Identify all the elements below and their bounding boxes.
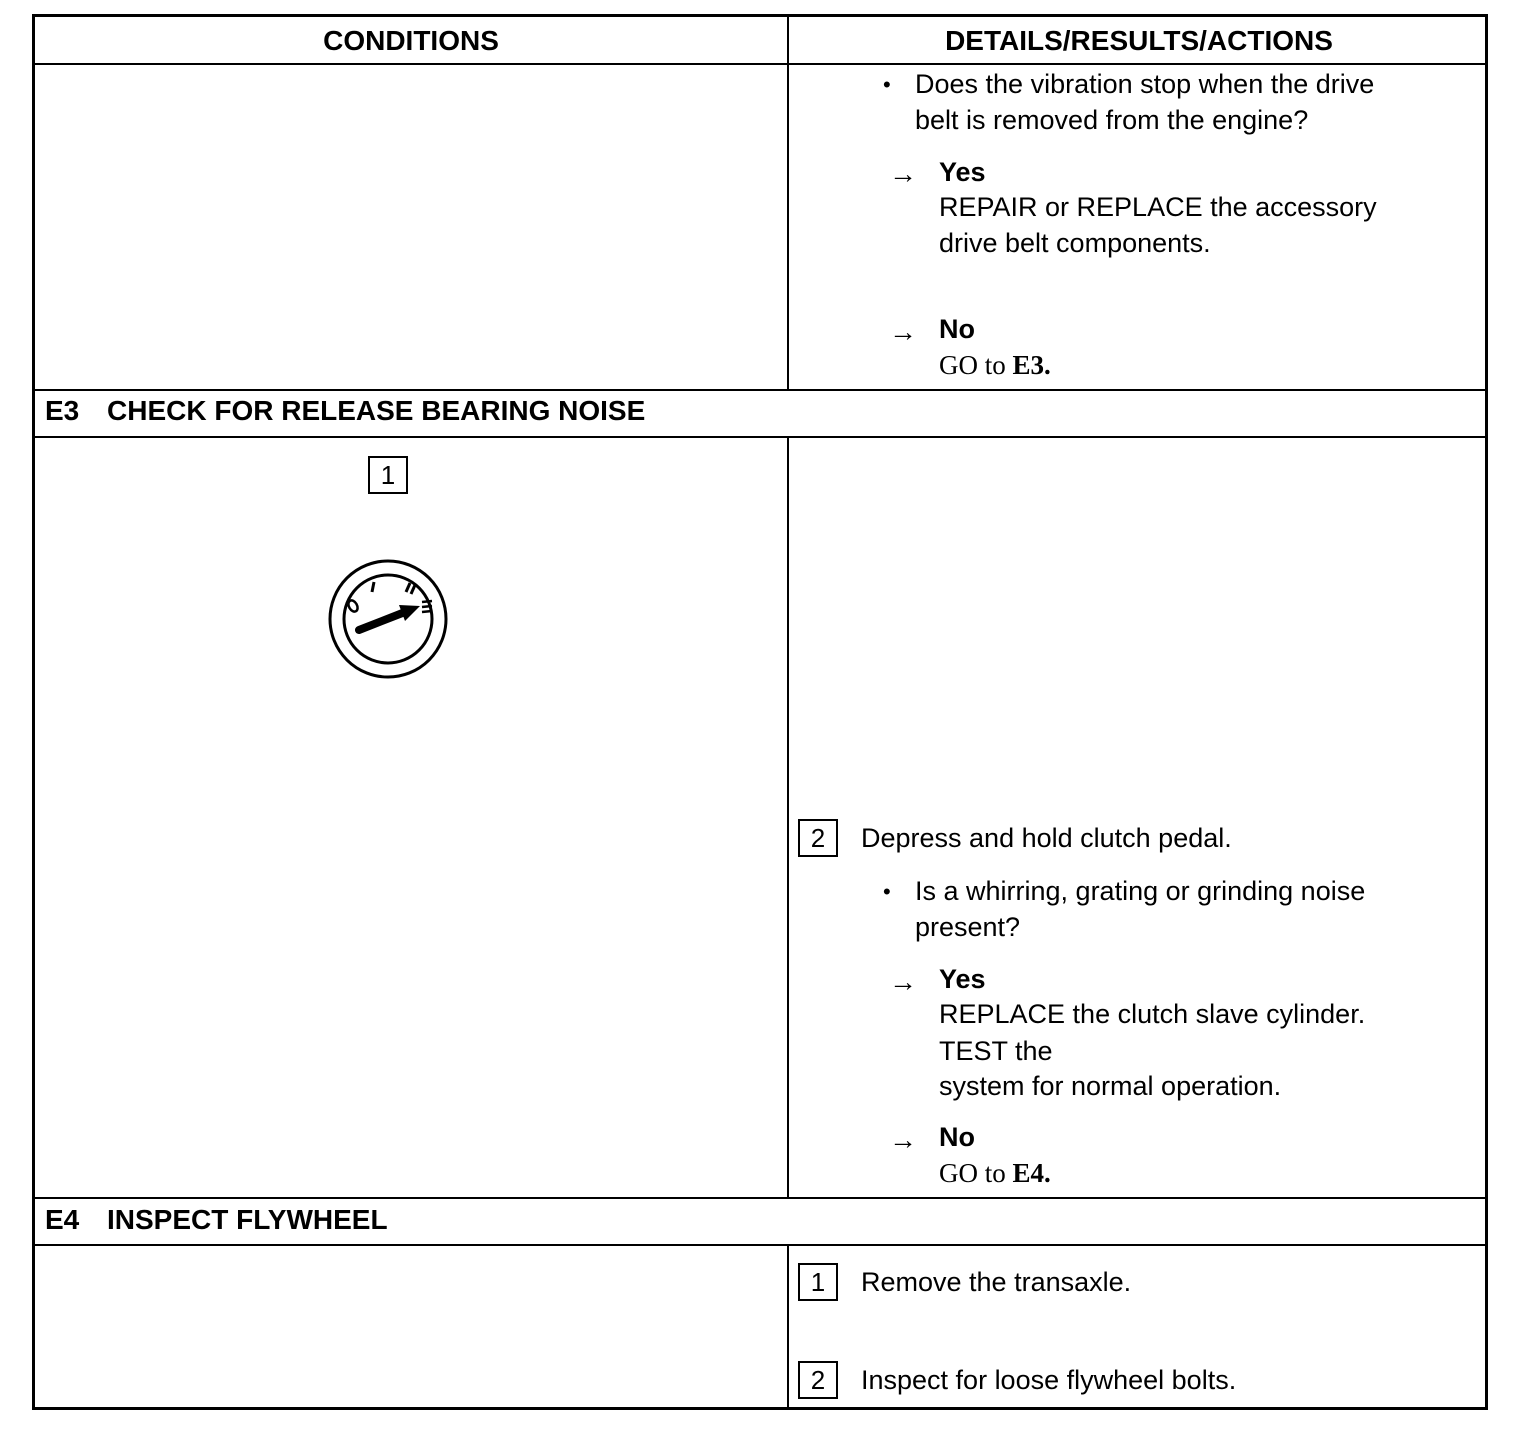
bullet-icon: •	[883, 879, 891, 904]
step-number-box: 2	[798, 1361, 838, 1399]
e4-section-top-rule	[35, 1197, 1485, 1199]
section-code: E4	[45, 1204, 80, 1235]
ignition-switch-icon	[323, 554, 453, 684]
goto-link-e3[interactable]: E3.	[1012, 350, 1051, 380]
arrow-right-icon: →	[889, 1124, 917, 1155]
arrow-right-icon: →	[889, 158, 917, 189]
yes-action: system for normal operation.	[939, 1071, 1282, 1101]
no-label: No	[939, 314, 975, 344]
question-text: Is a whirring, grating or grinding noise	[915, 876, 1366, 906]
section-header-e4	[45, 1202, 388, 1238]
question-text: Does the vibration stop when the drive	[915, 69, 1375, 99]
column-divider	[787, 17, 789, 391]
question-text: belt is removed from the engine?	[915, 105, 1309, 135]
no-action	[939, 1155, 1051, 1191]
yes-label: Yes	[939, 157, 986, 187]
goto-prefix: GO to	[939, 350, 1013, 380]
column-divider	[787, 1245, 789, 1408]
step-text: Depress and hold clutch pedal.	[861, 823, 1232, 853]
yes-label: Yes	[939, 964, 986, 994]
e3-section-bottom-rule	[35, 436, 1485, 438]
step-number-box: 1	[798, 1263, 838, 1301]
section-title: CHECK FOR RELEASE BEARING NOISE	[107, 395, 646, 426]
no-label: No	[939, 1122, 975, 1152]
yes-action: REPAIR or REPLACE the accessory	[939, 192, 1377, 222]
diagnostic-table	[32, 14, 1488, 1410]
column-divider	[787, 437, 789, 1199]
goto-prefix: GO to	[939, 1158, 1013, 1188]
column-header-conditions: CONDITIONS	[323, 25, 499, 56]
section-code: E3	[45, 395, 80, 426]
goto-link-e4[interactable]: E4.	[1012, 1158, 1051, 1188]
section-header-e3	[45, 393, 645, 429]
step-text: Inspect for loose flywheel bolts.	[861, 1365, 1237, 1395]
yes-action: TEST the	[939, 1036, 1053, 1066]
question-text: present?	[915, 912, 1021, 942]
step-text: Remove the transaxle.	[861, 1267, 1132, 1297]
arrow-right-icon: →	[889, 966, 917, 997]
header-divider	[35, 63, 1485, 65]
yes-action: REPLACE the clutch slave cylinder.	[939, 999, 1366, 1029]
e3-section-top-rule	[35, 389, 1485, 391]
arrow-right-icon: →	[889, 316, 917, 347]
column-header-details: DETAILS/RESULTS/ACTIONS	[945, 25, 1333, 56]
section-title: INSPECT FLYWHEEL	[107, 1204, 388, 1235]
bullet-icon: •	[883, 72, 891, 97]
yes-action: drive belt components.	[939, 228, 1211, 258]
step-number-box: 1	[368, 456, 408, 494]
no-action	[939, 347, 1051, 383]
e4-section-bottom-rule	[35, 1244, 1485, 1246]
step-number-box: 2	[798, 819, 838, 857]
